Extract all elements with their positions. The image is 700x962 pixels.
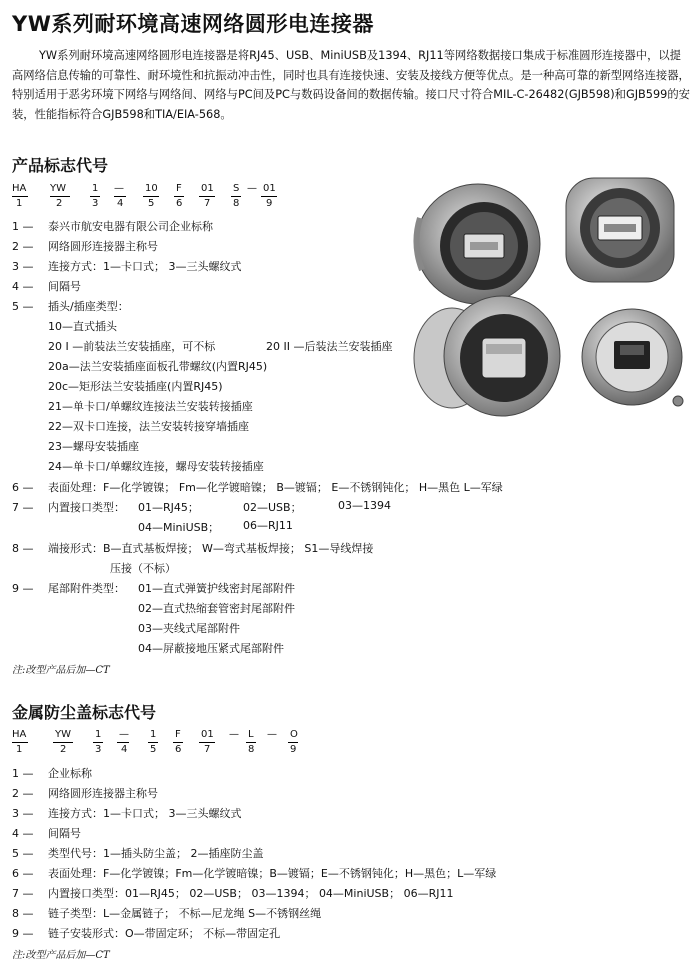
code-item: 2 — 网络圆形连接器主称号	[12, 240, 158, 253]
code-index: 9	[290, 744, 297, 755]
code-segment: —	[267, 729, 277, 740]
code-item: 1 — 企业标称	[12, 767, 92, 780]
code-item: 8 — 链子类型：L—金属链子； 不标—尼龙绳 S—不锈钢丝绳	[12, 907, 322, 920]
interface-option: 03—1394	[338, 499, 391, 512]
code-segment: —	[119, 729, 129, 740]
code-segment: L	[248, 729, 254, 740]
code-index: 1	[16, 744, 23, 755]
code-index: 7	[204, 744, 211, 755]
interface-option: 01—RJ45；	[138, 501, 199, 514]
code-index: 8	[248, 744, 255, 755]
code-segment: 10	[145, 183, 158, 194]
type-option: 21—单卡口/单螺纹连接法兰安装转接插座	[48, 400, 253, 413]
section-heading-product-code: 产品标志代号	[12, 156, 109, 175]
code-item: 2 — 网络圆形连接器主称号	[12, 787, 158, 800]
code-index: 2	[56, 198, 63, 209]
code-item: 6 — 表面处理：F—化学镀镍； Fm—化学镀暗镍； B—镀镉； E—不锈钢钝化； H—黑色 L—军绿	[12, 481, 503, 494]
code-index: 7	[204, 198, 211, 209]
code-index: 2	[60, 744, 67, 755]
connector-plug-rj45-photo	[412, 292, 562, 422]
code-item: 3 — 连接方式：1—卡口式； 3—三头螺纹式	[12, 260, 242, 273]
type-option: 20 I —前装法兰安装插座，可不标	[48, 340, 216, 353]
code-item: 7 — 内置接口类型：	[12, 501, 125, 514]
code-segment: 01	[201, 729, 214, 740]
code-segment: 1	[92, 183, 99, 194]
interface-option: 04—MiniUSB；	[138, 521, 220, 534]
interface-option: 02—USB；	[243, 501, 302, 514]
termination-cont: 压接（不标）	[110, 562, 176, 575]
code-segment: 01	[263, 183, 276, 194]
code-segment: —	[247, 183, 257, 194]
code-item: 3 — 连接方式：1—卡口式； 3—三头螺纹式	[12, 807, 242, 820]
page-title: YW系列耐环境高速网络圆形电连接器	[12, 12, 374, 36]
connector-plug-usb-photo	[410, 178, 555, 306]
code-index: 8	[233, 198, 240, 209]
code-index: 4	[117, 198, 124, 209]
code-item: 6 — 表面处理：F—化学镀镍；Fm—化学镀暗镍；B—镀镉；E—不锈钢钝化；H—黑色；L—军绿	[12, 867, 497, 880]
code-item: 4 — 间隔号	[12, 827, 81, 840]
product-code-diagram	[0, 183, 300, 213]
code-item: 8 — 端接形式：B—直式基板焊接； W—弯式基板焊接； S1—导线焊接	[12, 542, 374, 555]
note: 注:改型产品后加—CT	[12, 950, 110, 961]
connector-receptacle-usb-photo	[560, 172, 680, 287]
code-index: 5	[150, 744, 157, 755]
dust-cap-code-diagram	[0, 729, 320, 759]
code-item: 4 — 间隔号	[12, 280, 81, 293]
code-index: 3	[95, 744, 102, 755]
type-option: 20a—法兰安装插座面板孔带螺纹(内置RJ45)	[48, 360, 268, 373]
code-segment: F	[175, 729, 181, 740]
section-heading-dust-cap-code: 金属防尘盖标志代号	[12, 703, 157, 722]
accessory-option: 04—屏蔽接地压紧式尾部附件	[138, 642, 284, 655]
type-option: 24—单卡口/单螺纹连接，螺母安装转接插座	[48, 460, 264, 473]
code-index: 3	[92, 198, 99, 209]
code-segment: HA	[12, 183, 27, 194]
code-segment: 1	[95, 729, 102, 740]
code-item: 1 — 泰兴市航安电器有限公司企业标称	[12, 220, 213, 233]
interface-option: 06—RJ11	[243, 519, 293, 532]
note: 注:改型产品后加—CT	[12, 665, 110, 676]
code-segment: HA	[12, 729, 27, 740]
code-segment: 1	[150, 729, 157, 740]
type-option: 20 II —后装法兰安装插座	[266, 340, 393, 353]
code-segment: 01	[201, 183, 214, 194]
intro-paragraph: YW系列耐环境高速网络圆形电连接器是将RJ45、USB、MiniUSB及1394、RJ11等网络数据接口集成于标准圆形连接器中，以提高网络信息传输的可靠性、耐环境性和抗振动冲击性，同时也具有连接快速、安装及接线方便等优点。是一种高可靠的新型网络连接器，特别适用于恶劣环境下网络与网络间、网络与PC间及PC与数码设备间的数据传输。接口尺寸符合MIL-C-26482(GJB598)和GJB599的安装，性能指标符合GJB598和TIA/EIA-568。	[12, 49, 690, 121]
type-option: 10—直式插头	[48, 320, 117, 333]
accessory-option: 02—直式热缩套管密封尾部附件	[138, 602, 295, 615]
code-index: 5	[148, 198, 155, 209]
code-segment: O	[290, 729, 298, 740]
code-item: 9 — 尾部附件类型：	[12, 582, 125, 595]
code-item: 5 — 类型代号：1—插头防尘盖； 2—插座防尘盖	[12, 847, 264, 860]
code-item: 7 — 内置接口类型：01—RJ45； 02—USB； 03—1394； 04—MiniUSB； 06—RJ11	[12, 887, 454, 900]
type-option: 23—螺母安装插座	[48, 440, 139, 453]
code-index: 4	[121, 744, 128, 755]
code-index: 9	[266, 198, 273, 209]
code-index: 6	[175, 744, 182, 755]
code-segment: —	[229, 729, 239, 740]
code-segment: F	[176, 183, 182, 194]
code-index: 6	[176, 198, 183, 209]
code-segment: —	[114, 183, 124, 194]
accessory-option: 01—直式弹簧护线密封尾部附件	[138, 582, 295, 595]
type-option: 20c—矩形法兰安装插座(内置RJ45)	[48, 380, 223, 393]
code-item: 5 — 插头/插座类型：	[12, 300, 129, 313]
type-option: 22—双卡口连接，法兰安装转接穿墙插座	[48, 420, 249, 433]
code-index: 1	[16, 198, 23, 209]
code-segment: YW	[50, 183, 66, 194]
connector-receptacle-rj45-photo	[578, 305, 690, 415]
code-segment: YW	[55, 729, 71, 740]
code-segment: S	[233, 183, 240, 194]
accessory-option: 03—夹线式尾部附件	[138, 622, 240, 635]
code-item: 9 — 链子安装形式：O—带固定环； 不标—带固定孔	[12, 927, 281, 940]
